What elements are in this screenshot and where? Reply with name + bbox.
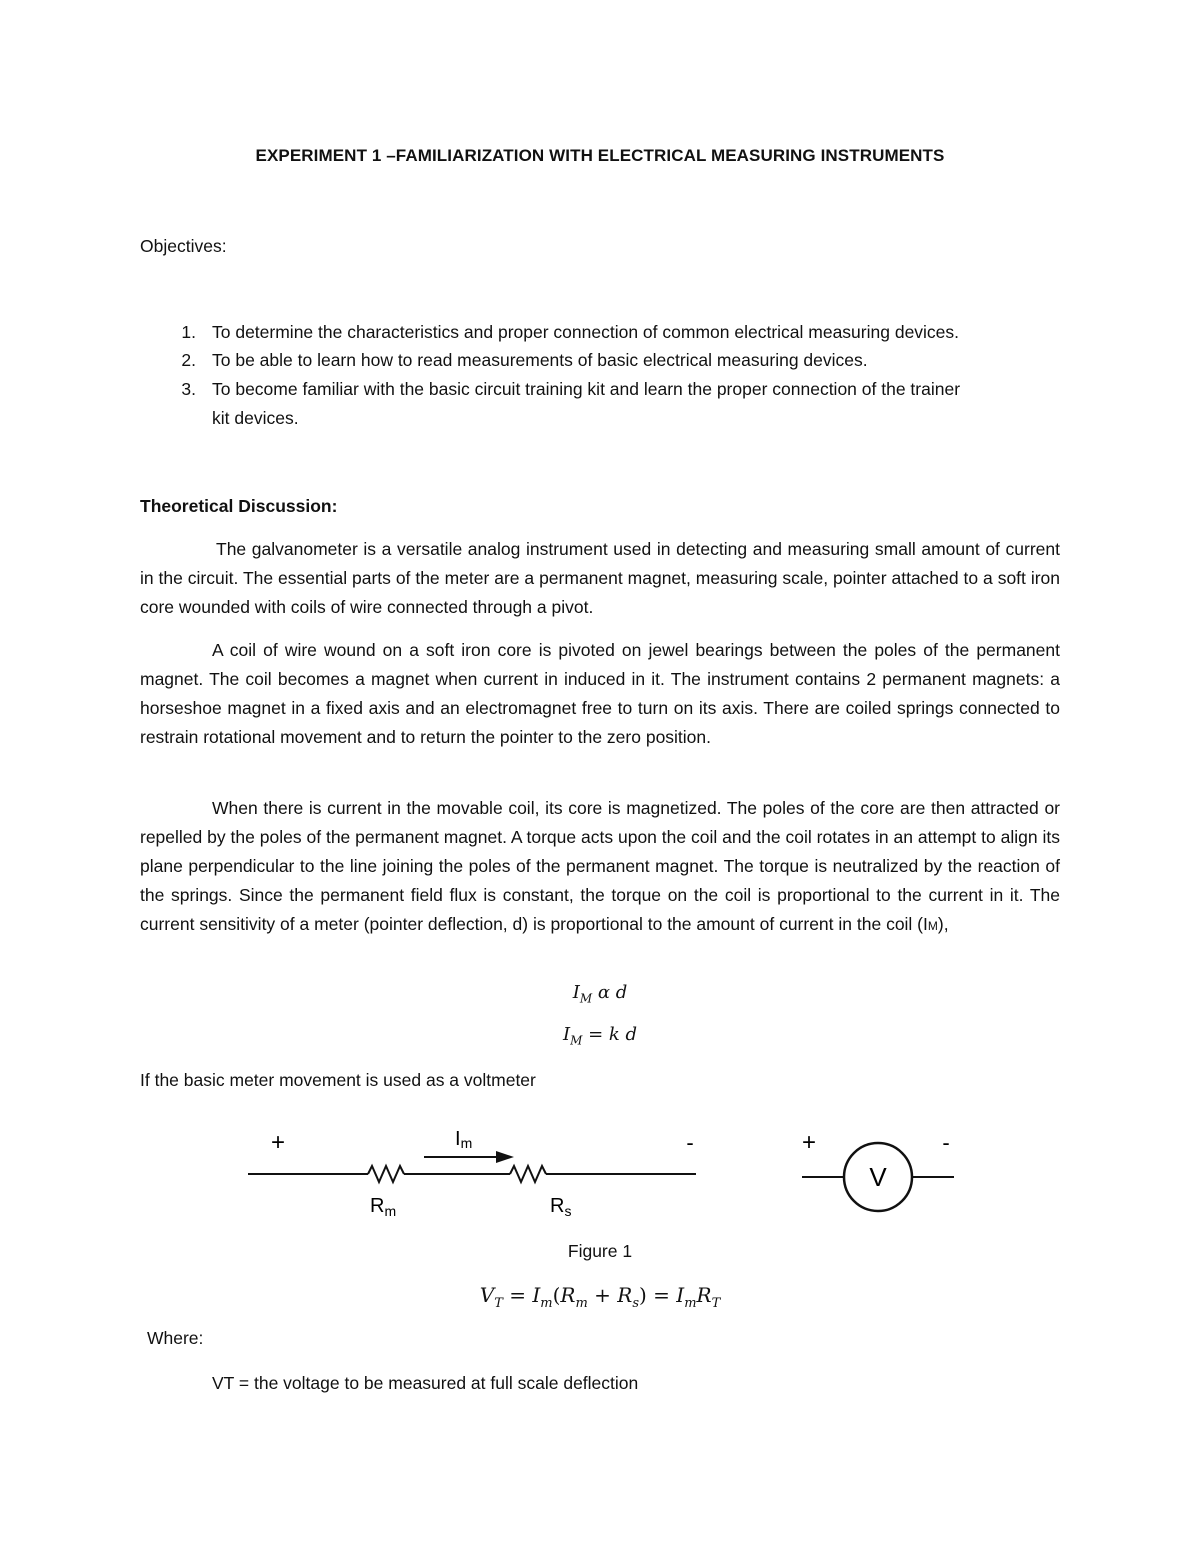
equation-constant: $I_M = k$ d xyxy=(562,1024,638,1048)
objective-item-continuation: kit devices. xyxy=(212,408,299,428)
voltmeter-intro: If the basic meter movement is used as a voltmeter xyxy=(140,1070,536,1090)
subscript: M xyxy=(927,919,938,933)
current-arrow-head xyxy=(496,1151,514,1163)
paragraph-torque xyxy=(140,794,1060,941)
plus-sign-left: + xyxy=(270,1129,286,1156)
paragraph-torque-end: ), xyxy=(937,914,949,934)
minus-sign-left: - xyxy=(686,1130,694,1155)
definition-vt: VT = the voltage to be measured at full scale deflection xyxy=(212,1373,639,1393)
objectives-heading: Objectives: xyxy=(140,236,227,256)
paragraph-coil: A coil of wire wound on a soft iron core is pivoted on jewel bearings between the poles of the permanent magnet. The coil becomes a magnet when current in induced in it. The instrument contains 2 permanent magnets: a horseshoe magnet in a fixed axis and an electromagnet free to turn on its axis. There are coiled springs connected to restrain rotational movement and to return the pointer to the zero position. xyxy=(140,640,1060,747)
paragraph-galvanometer: The galvanometer is a versatile analog instrument used in detecting and measuring small amount of current in the circuit. The essential parts of the meter are a permanent magnet, measuring scale, pointer attached to a soft iron core wounded with coils of wire connected through a pivot. xyxy=(140,539,1060,617)
voltmeter-symbol: V xyxy=(869,1162,887,1192)
objective-item: To become familiar with the basic circuit training kit and learn the proper connection of the trainer xyxy=(212,379,961,399)
rm-label: $R_m$ xyxy=(370,1195,397,1219)
theory-heading: Theoretical Discussion: xyxy=(140,496,338,516)
figure-caption: Figure 1 xyxy=(567,1241,633,1261)
objective-item: To determine the characteristics and proper connection of common electrical measuring devices. xyxy=(212,322,960,342)
resistor-rs xyxy=(510,1166,546,1182)
paragraph-torque-text: When there is current in the movable coil, its core is magnetized. The poles of the core are then attracted or repelled by the poles of the permanent magnet. A torque acts upon the coil and the coil rotates in an attempt to align its plane perpendicular to the line joining the poles of the permanent magnet. The torque is neutralized by the reaction of the springs. Since the permanent field flux is constant, the torque on the coil is proportional to the current in it. The current sensitivity of a meter (pointer deflection, d) is proportional to the amount of current in the coil (I xyxy=(140,798,1060,934)
where-label: Where: xyxy=(147,1328,204,1348)
objective-number: 2. xyxy=(181,350,196,370)
objective-number: 3. xyxy=(181,379,196,399)
resistor-rm xyxy=(368,1166,404,1182)
minus-sign-right: - xyxy=(942,1130,950,1155)
plus-sign-right: + xyxy=(801,1129,817,1156)
current-label: Im xyxy=(455,1128,473,1151)
rs-label: $R_s$ xyxy=(550,1195,572,1219)
circuit-figure xyxy=(0,1110,1200,1230)
equation-proportional: $I_M$ α d xyxy=(572,982,628,1006)
document-title: EXPERIMENT 1 –FAMILIARIZATION WITH ELECTRICAL MEASURING INSTRUMENTS xyxy=(255,146,945,165)
objective-item: To be able to learn how to read measurements of basic electrical measuring devices. xyxy=(212,350,868,370)
equation-voltage: $V_T = I_m(R_m + R_s) = I_mR_T$ xyxy=(479,1283,721,1311)
objective-number: 1. xyxy=(181,322,196,342)
